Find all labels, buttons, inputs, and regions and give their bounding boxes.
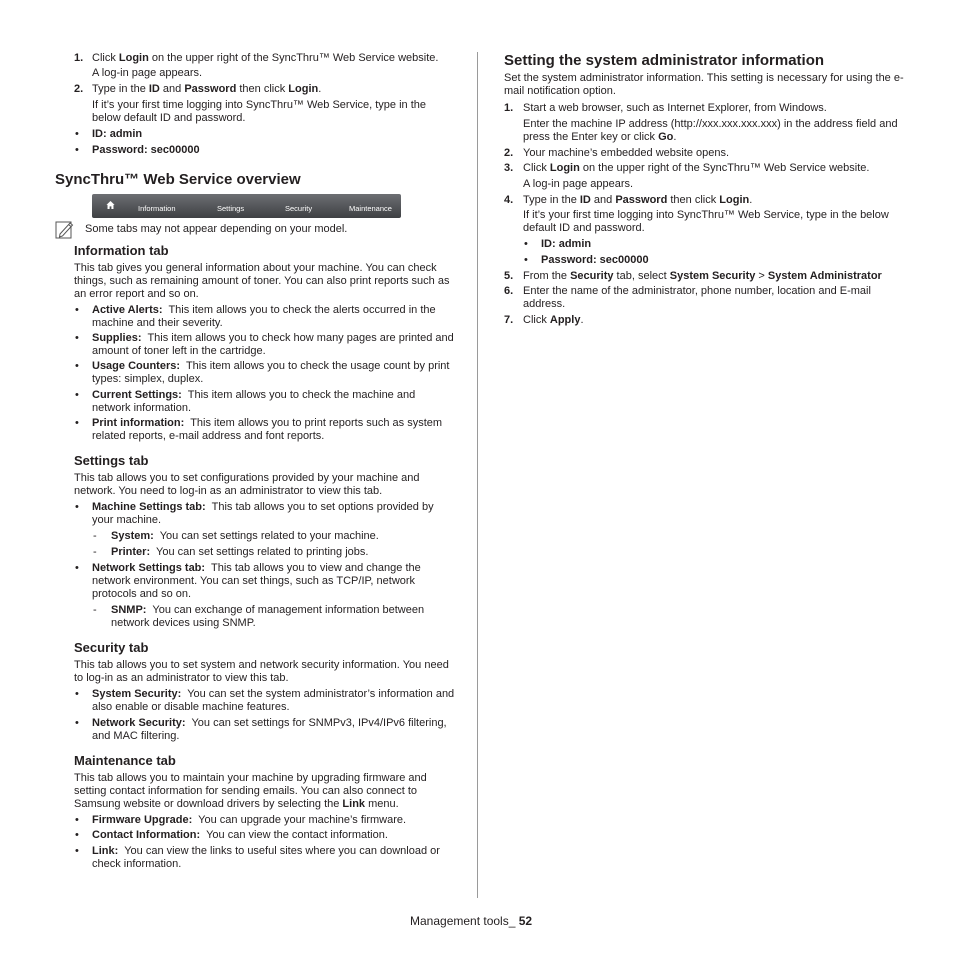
item-text: You can set settings related to your machine. xyxy=(159,530,379,542)
item-label: SNMP: xyxy=(111,604,147,616)
admin-step-1 xyxy=(504,102,904,115)
step-text: and xyxy=(159,83,185,95)
syncthru-tab-bar xyxy=(92,194,401,218)
step-text: Your machine’s embedded website opens. xyxy=(523,147,730,159)
login-step-1 xyxy=(55,52,455,65)
step-text: then click xyxy=(236,83,289,95)
step-number: 1. xyxy=(74,52,84,64)
default-id-item xyxy=(504,238,904,251)
item-label: Machine Settings tab: xyxy=(92,501,206,513)
default-password-item xyxy=(55,144,455,157)
maintenance-tab-heading: Maintenance tab xyxy=(74,753,176,768)
step-text: From the xyxy=(523,270,571,282)
information-intro: This tab gives you general information about your machine. You can check things, such as remaining amount of toner. You can also print reports such as an error report and so on. xyxy=(74,262,450,300)
item-text: You can view the contact information. xyxy=(206,829,388,841)
intro-text: This tab allows you to maintain your machine by upgrading firmware and setting contact information for sending emails. You can also connect to Samsung website or download drivers by selecting the xyxy=(74,772,427,810)
item-text: This item allows you to check how many pages are printed and amount of toner left in the cartridge. xyxy=(92,332,454,357)
left-column xyxy=(55,52,455,871)
step-text: Type in the xyxy=(92,83,149,95)
bullet-dot: • xyxy=(524,254,528,266)
step-text: . xyxy=(749,194,753,206)
list-item xyxy=(55,360,455,386)
list-item xyxy=(55,814,455,827)
admin-step-5 xyxy=(504,270,904,283)
login-step-2-note: If it’s your first time logging into SyncThru™ Web Service, type in the below default ID and password. xyxy=(92,99,427,124)
list-item xyxy=(55,501,455,527)
step-bold: System Administrator xyxy=(767,270,882,282)
default-password-item xyxy=(504,254,904,267)
item-label: Active Alerts: xyxy=(92,304,163,316)
admin-step-4-note: If it’s your first time logging into SyncThru™ Web Service, type in the below default ID and password. xyxy=(523,209,889,234)
step-text: then click xyxy=(667,194,720,206)
step-text: Click xyxy=(92,52,119,64)
step-bold: Login xyxy=(288,83,319,95)
admin-step-4 xyxy=(504,194,904,207)
item-label: Network Security: xyxy=(92,717,186,729)
step-text: Start a web browser, such as Internet Explorer, from Windows. xyxy=(523,102,827,114)
bullet-dot: • xyxy=(75,814,79,826)
sub-dash: - xyxy=(93,604,97,616)
bullet-dot: • xyxy=(75,501,79,513)
step-bold: Password xyxy=(184,83,237,95)
item-label: Firmware Upgrade: xyxy=(92,814,193,826)
login-step-2 xyxy=(55,83,455,96)
bullet-dot: • xyxy=(75,829,79,841)
item-text: This item allows you to check the machine and network information. xyxy=(92,389,416,414)
login-step-1-note: A log-in page appears. xyxy=(92,67,203,79)
step-bold: Password xyxy=(615,194,668,206)
admin-step-3-note: A log-in page appears. xyxy=(523,178,634,190)
page-number: 52 xyxy=(518,914,533,928)
home-icon[interactable] xyxy=(106,200,115,210)
bullet-dot: • xyxy=(75,144,79,156)
step-number: 5. xyxy=(504,270,514,282)
item-text: This item allows you to print reports such as system related reports, e-mail address and font reports. xyxy=(92,417,443,442)
step-bold: Security xyxy=(570,270,614,282)
overview-heading: SyncThru™ Web Service overview xyxy=(55,171,301,188)
step-text: > xyxy=(755,270,768,282)
bullet-dot: • xyxy=(75,128,79,140)
item-text: This tab allows you to view and change the network environment. You can set things, such as TCP/IP, network protocols and so on. xyxy=(92,562,421,600)
note-text: Enter the machine IP address (http://xxx.xxx.xxx.xxx) in the address field and press the Enter key or click xyxy=(523,118,898,143)
step-text: tab, select xyxy=(613,270,670,282)
admin-info-heading: Setting the system administrator information xyxy=(504,52,825,69)
item-text: You can set the system administrator’s information and also enable or disable machine features. xyxy=(92,688,455,713)
settings-intro: This tab allows you to set configurations provided by your machine and network. You need to log-in as an administrator to view this tab. xyxy=(74,472,420,497)
note-text: Some tabs may not appear depending on your model. xyxy=(85,223,348,235)
step-text: . xyxy=(580,314,584,326)
step-text: Click xyxy=(523,162,550,174)
sub-dash: - xyxy=(93,546,97,558)
default-id: ID: admin xyxy=(541,238,592,250)
item-label: Contact Information: xyxy=(92,829,201,841)
right-column xyxy=(504,52,904,327)
step-bold: System Security xyxy=(669,270,756,282)
step-text: Click xyxy=(523,314,550,326)
step-bold: Login xyxy=(719,194,750,206)
bullet-dot: • xyxy=(75,360,79,372)
step-text: Enter the name of the administrator, phone number, location and E-mail address. xyxy=(523,285,871,310)
item-label: Usage Counters: xyxy=(92,360,181,372)
settings-tab-heading: Settings tab xyxy=(74,453,149,468)
default-password: Password: sec00000 xyxy=(541,254,649,266)
item-text: This item allows you to check the usage count by print types: simplex, duplex. xyxy=(92,360,450,385)
admin-step-1-note xyxy=(504,118,904,144)
step-text: Type in the xyxy=(523,194,580,206)
item-text: You can upgrade your machine’s firmware. xyxy=(198,814,407,826)
list-item xyxy=(55,717,455,743)
item-text: This item allows you to check the alerts occurred in the machine and their severity. xyxy=(92,304,436,329)
item-label: System Security: xyxy=(92,688,182,700)
note-text: . xyxy=(673,131,677,143)
step-bold: ID xyxy=(579,194,591,206)
note-bold: Go xyxy=(658,131,674,143)
tab-maintenance[interactable]: Maintenance xyxy=(349,204,392,213)
bullet-dot: • xyxy=(524,238,528,250)
sub-item xyxy=(55,604,455,630)
bullet-dot: • xyxy=(75,417,79,429)
tab-information[interactable]: Information xyxy=(138,204,176,213)
step-text: on the upper right of the SyncThru™ Web Service website. xyxy=(579,162,870,174)
admin-step-3 xyxy=(504,162,904,175)
intro-bold: Link xyxy=(342,798,366,810)
step-number: 6. xyxy=(504,285,514,297)
step-text: on the upper right of the SyncThru™ Web Service website. xyxy=(148,52,439,64)
default-id-item xyxy=(55,128,455,141)
maintenance-intro xyxy=(55,772,455,811)
item-label: Supplies: xyxy=(92,332,142,344)
footer-section: Management tools_ xyxy=(410,914,516,928)
item-label: Network Settings tab: xyxy=(92,562,206,574)
default-password: Password: sec00000 xyxy=(92,144,200,156)
tab-settings[interactable]: Settings xyxy=(217,204,245,213)
security-intro: This tab allows you to set system and network security information. You need to log-in as an administrator to view this tab. xyxy=(74,659,449,684)
list-item xyxy=(55,389,455,415)
note-pencil-icon xyxy=(55,220,75,239)
admin-info-intro: Set the system administrator information. This setting is necessary for using the e-mail notification option. xyxy=(504,72,904,97)
bullet-dot: • xyxy=(75,688,79,700)
column-divider xyxy=(477,52,478,898)
step-text: and xyxy=(590,194,616,206)
step-bold: Login xyxy=(549,162,580,174)
sub-item xyxy=(55,530,455,543)
bullet-dot: • xyxy=(75,845,79,857)
bullet-dot: • xyxy=(75,717,79,729)
bullet-dot: • xyxy=(75,389,79,401)
step-number: 1. xyxy=(504,102,514,114)
step-bold: Login xyxy=(118,52,149,64)
item-text: You can set settings related to printing jobs. xyxy=(156,546,369,558)
security-tab-heading: Security tab xyxy=(74,640,149,655)
step-bold: ID xyxy=(148,83,160,95)
step-number: 7. xyxy=(504,314,514,326)
page-footer xyxy=(410,914,532,928)
item-text: You can set settings for SNMPv3, IPv4/IPv6 filtering, and MAC filtering. xyxy=(92,717,447,742)
information-tab-heading: Information tab xyxy=(74,243,169,258)
list-item xyxy=(55,688,455,714)
step-bold: Apply xyxy=(549,314,581,326)
intro-text: menu. xyxy=(365,798,399,810)
item-text: You can view the links to useful sites where you can download or check information. xyxy=(92,845,440,870)
admin-step-7 xyxy=(504,314,904,327)
item-text: This tab allows you to set options provided by your machine. xyxy=(92,501,434,526)
tab-security[interactable]: Security xyxy=(285,204,313,213)
step-text: . xyxy=(318,83,322,95)
list-item xyxy=(55,417,455,443)
step-number: 4. xyxy=(504,194,514,206)
item-text: You can exchange of management information between network devices using SNMP. xyxy=(111,604,425,629)
step-number: 2. xyxy=(504,147,514,159)
sub-dash: - xyxy=(93,530,97,542)
list-item xyxy=(55,304,455,330)
admin-step-2 xyxy=(504,147,904,160)
note xyxy=(55,223,455,236)
default-id: ID: admin xyxy=(92,128,143,140)
step-number: 3. xyxy=(504,162,514,174)
item-label: Printer: xyxy=(111,546,151,558)
item-label: System: xyxy=(111,530,154,542)
list-item xyxy=(55,845,455,871)
admin-step-6 xyxy=(504,285,904,311)
bullet-dot: • xyxy=(75,562,79,574)
list-item xyxy=(55,829,455,842)
list-item xyxy=(55,562,455,601)
item-label: Current Settings: xyxy=(92,389,182,401)
bullet-dot: • xyxy=(75,304,79,316)
step-number: 2. xyxy=(74,83,84,95)
list-item xyxy=(55,332,455,358)
bullet-dot: • xyxy=(75,332,79,344)
item-label: Print information: xyxy=(92,417,185,429)
item-label: Link: xyxy=(92,845,119,857)
sub-item xyxy=(55,546,455,559)
